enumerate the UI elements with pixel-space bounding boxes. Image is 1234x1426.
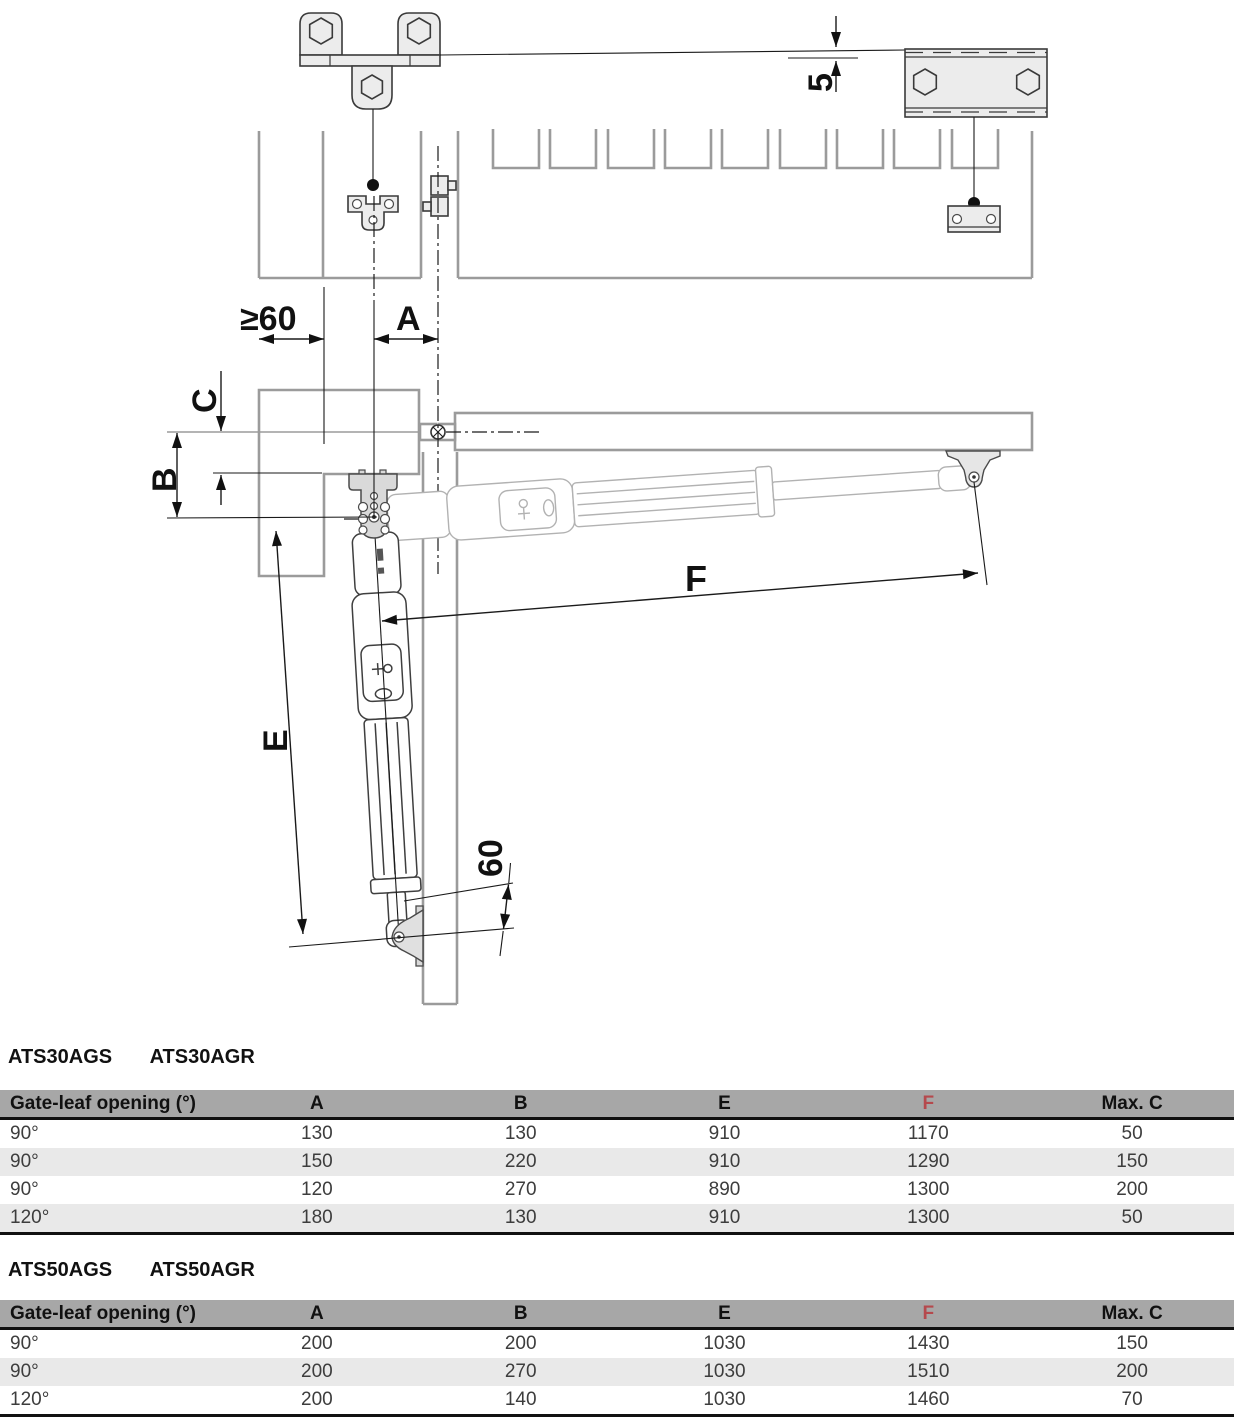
model-name: ATS50AGS [8, 1259, 113, 1281]
cell-opening: 90° [0, 1358, 215, 1386]
spec-table-ats50 [0, 1300, 1234, 1417]
dim-label-b: B [146, 467, 184, 492]
cell-opening: 90° [10, 1179, 39, 1200]
dim-label-post-clearance: ≥60 [240, 300, 297, 338]
cell-f: 1170 [907, 1123, 949, 1144]
col-header-max-c: Max. C [1030, 1300, 1234, 1329]
col-header-f: F [826, 1300, 1030, 1329]
cell-e: 910 [708, 1123, 741, 1144]
release-icon [384, 664, 392, 672]
actuator-closed [386, 450, 979, 545]
cell-max-c: 150 [1116, 1333, 1148, 1354]
table-header-row [0, 1090, 1234, 1119]
cell-opening: 120° [0, 1386, 215, 1416]
model-heading-ats50 [8, 1259, 255, 1282]
table-row [0, 1329, 1234, 1359]
model-heading-ats30 [8, 1046, 255, 1069]
dim-label-bracket-offset: 60 [472, 839, 510, 877]
gate-hinge-top-view [423, 176, 456, 216]
dim-label-c: C [186, 388, 224, 413]
cell-a: 120 [301, 1179, 333, 1200]
dim-label-a: A [396, 300, 421, 338]
gate-leaf-top-view [458, 129, 1032, 278]
table-row [0, 1358, 1234, 1386]
col-header-max-c: Max. C [1030, 1090, 1234, 1119]
cell-e: 910 [623, 1148, 827, 1176]
cell-b: 140 [419, 1386, 623, 1416]
cell-f: 1460 [826, 1386, 1030, 1416]
gate-pickets [493, 129, 998, 168]
cell-a: 200 [215, 1358, 419, 1386]
cell-max-c: 50 [1121, 1123, 1143, 1144]
hex-bolt-icon [1017, 69, 1040, 95]
cell-opening: 120° [0, 1204, 215, 1234]
cell-e: 1030 [623, 1386, 827, 1416]
table-row [0, 1119, 1234, 1149]
col-header-e: E [623, 1090, 827, 1119]
table-row [0, 1176, 1234, 1204]
rear-bracket-detail [300, 13, 440, 191]
cell-e: 910 [623, 1204, 827, 1234]
cell-opening: 90° [10, 1333, 39, 1354]
cell-b: 130 [419, 1204, 623, 1234]
col-header-b: B [419, 1300, 623, 1329]
cell-b: 270 [419, 1358, 623, 1386]
cell-max-c: 150 [1030, 1148, 1234, 1176]
model-name: ATS50AGR [149, 1259, 255, 1281]
cell-f: 1300 [907, 1179, 950, 1200]
cell-max-c: 200 [1030, 1358, 1234, 1386]
cell-f: 1430 [907, 1333, 950, 1354]
dim-label-e: E [257, 729, 295, 752]
col-header-f: F [826, 1090, 1030, 1119]
hex-bolt-icon [362, 75, 383, 99]
dim-bracket-offset [504, 885, 509, 930]
cell-a: 150 [215, 1148, 419, 1176]
hex-bolt-icon [310, 18, 333, 44]
spec-table-ats30 [0, 1090, 1234, 1235]
cell-e: 1030 [623, 1358, 827, 1386]
cell-f: 1510 [826, 1358, 1030, 1386]
cell-opening: 90° [0, 1148, 215, 1176]
rear-bracket-top-view [348, 196, 398, 230]
cell-b: 200 [504, 1333, 537, 1354]
cell-max-c: 200 [1116, 1179, 1148, 1200]
table-row [0, 1148, 1234, 1176]
cell-b: 220 [419, 1148, 623, 1176]
cell-b: 130 [504, 1123, 537, 1144]
model-name: ATS30AGS [8, 1046, 113, 1068]
col-header-a: A [215, 1090, 419, 1119]
cell-opening: 90° [10, 1123, 39, 1144]
col-header-opening: Gate-leaf opening (°) [0, 1090, 215, 1119]
hex-bolt-icon [408, 18, 431, 44]
cell-a: 200 [301, 1333, 333, 1354]
cell-b: 270 [504, 1179, 537, 1200]
leader-dot [367, 179, 379, 191]
cell-a: 130 [301, 1123, 333, 1144]
dim-label-plate-gap: 5 [802, 73, 840, 92]
col-header-e: E [623, 1300, 827, 1329]
col-header-a: A [215, 1300, 419, 1329]
dim-label-f: F [685, 558, 707, 599]
model-name: ATS30AGR [149, 1046, 255, 1068]
dim-f [382, 573, 978, 621]
cell-e: 890 [708, 1179, 741, 1200]
cell-max-c: 50 [1030, 1204, 1234, 1234]
front-bracket-plate-detail [440, 49, 1047, 232]
cell-f: 1290 [826, 1148, 1030, 1176]
table-header-row [0, 1300, 1234, 1329]
cell-e: 1030 [703, 1333, 746, 1354]
cell-f: 1300 [826, 1204, 1030, 1234]
hex-bolt-icon [914, 69, 937, 95]
cell-a: 180 [215, 1204, 419, 1234]
table-row [0, 1204, 1234, 1234]
gate-leaf-closed [455, 413, 1032, 450]
cell-a: 200 [215, 1386, 419, 1416]
col-header-opening: Gate-leaf opening (°) [0, 1300, 215, 1329]
col-header-b: B [419, 1090, 623, 1119]
cell-max-c: 70 [1030, 1386, 1234, 1416]
table-row [0, 1386, 1234, 1416]
